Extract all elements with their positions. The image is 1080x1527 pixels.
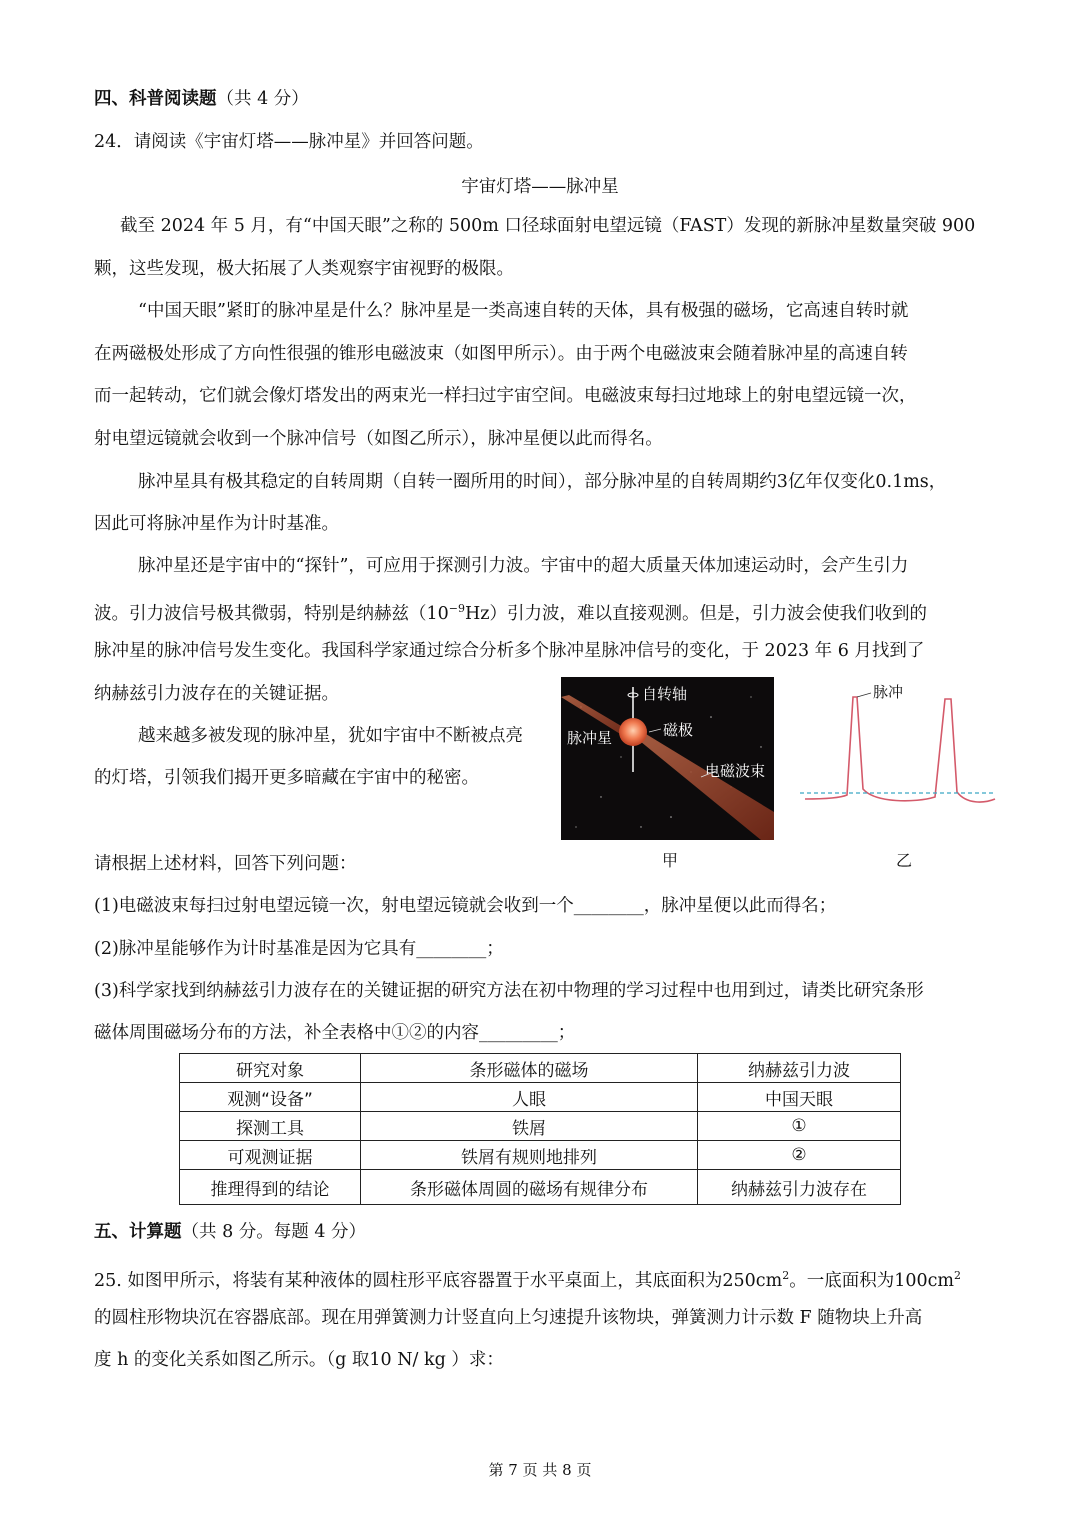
question-25-line2: 的圆柱形物块沉在容器底部。现在用弹簧测力计竖直向上匀速提升该物块，弹簧测力计示数 F 随物块上升高 <box>94 1308 923 1328</box>
table-row <box>180 1112 901 1141</box>
q25-text-a: 25. 如图甲所示，将装有某种液体的圆柱形平底容器置于水平桌面上，其底面积为250cm <box>94 1270 783 1291</box>
question-25-line1 <box>94 1264 961 1293</box>
table-cell: 纳赫兹引力波 <box>698 1054 901 1083</box>
table-cell: ① <box>698 1112 901 1141</box>
para4-line4: 纳赫兹引力波存在的关键证据。 <box>94 684 339 704</box>
pulse-curve <box>805 697 995 802</box>
table-cell: 铁屑 <box>361 1112 698 1141</box>
table-row <box>180 1170 901 1205</box>
para2-line3: 而一起转动，它们就会像灯塔发出的两束光一样扫过宇宙空间。电磁波束每扫过地球上的射电望远镜一次， <box>94 386 917 406</box>
para4-line3: 脉冲星的脉冲信号发生变化。我国科学家通过综合分析多个脉冲星脉冲信号的变化，于 2023 年 6 月找到了 <box>94 641 925 661</box>
section5-score: （共 8 分。每题 4 分） <box>181 1222 367 1242</box>
axis-label: 自转轴 <box>642 685 688 703</box>
para1-line1: 截至 2024 年 5 月，有“中国天眼”之称的 500m 口径球面射电望远镜（FAST）发现的新脉冲星数量突破 900 <box>120 216 976 236</box>
pulse-signal-figure <box>795 677 1000 817</box>
para3-line1: 脉冲星具有极其稳定的自转周期（自转一圈所用的时间），部分脉冲星的自转周期约3亿年仅变化0.1ms， <box>138 472 947 492</box>
table-row <box>180 1083 901 1112</box>
table-cell: 中国天眼 <box>698 1083 901 1112</box>
exponent: −9 <box>448 602 465 615</box>
page-footer: 第 7 页 共 8 页 <box>488 1461 592 1479</box>
table-cell: 研究对象 <box>180 1054 361 1083</box>
exponent: 2 <box>954 1269 962 1282</box>
fig-yi-caption: 乙 <box>896 851 913 870</box>
pulse-label: 脉冲 <box>873 683 904 701</box>
section5-heading <box>94 1220 366 1244</box>
section4-heading <box>94 87 309 111</box>
comparison-table <box>179 1053 901 1205</box>
section4-score: （共 4 分） <box>216 89 309 109</box>
question-3-line2: 磁体周围磁场分布的方法，补全表格中①②的内容_________； <box>94 1023 576 1043</box>
q25-text-b: 。一底面积为100cm <box>789 1270 955 1291</box>
table-cell: 条形磁体周圆的磁场有规律分布 <box>361 1170 698 1205</box>
question-25-line3: 度 h 的变化关系如图乙所示。（g 取10 N/ kg ）求： <box>94 1350 504 1370</box>
section4-title: 四、科普阅读题 <box>94 89 217 109</box>
pulsar-star <box>619 718 647 746</box>
table-cell: ② <box>698 1141 901 1170</box>
table-cell: 人眼 <box>361 1083 698 1112</box>
star-label: 脉冲星 <box>567 729 613 747</box>
exponent: 2 <box>782 1269 790 1282</box>
question-3-line1: (3)科学家找到纳赫兹引力波存在的关键证据的研究方法在初中物理的学习过程中也用到过，请类比研究条形 <box>94 981 924 1001</box>
fig-jia-caption: 甲 <box>662 851 679 870</box>
article-title: 宇宙灯塔——脉冲星 <box>461 177 619 197</box>
table-cell: 铁屑有规则地排列 <box>361 1141 698 1170</box>
table-row <box>180 1141 901 1170</box>
para4-line2 <box>94 597 927 626</box>
question-2: (2)脉冲星能够作为计时基准是因为它具有________； <box>94 939 504 959</box>
pulsar-figure <box>561 677 774 840</box>
para3-line2: 因此可将脉冲星作为计时基准。 <box>94 514 339 534</box>
table-cell: 纳赫兹引力波存在 <box>698 1170 901 1205</box>
para4-line1: 脉冲星还是宇宙中的“探针”，可应用于探测引力波。宇宙中的超大质量天体加速运动时，会产生引力 <box>138 556 909 576</box>
table-cell: 可观测证据 <box>180 1141 361 1170</box>
para1-line2: 颗，这些发现，极大拓展了人类观察宇宙视野的极限。 <box>94 259 514 279</box>
para2-line1: “中国天眼”紧盯的脉冲星是什么？脉冲星是一类高速自转的天体，具有极强的磁场，它高速自转时就 <box>138 301 909 321</box>
table-cell: 探测工具 <box>180 1112 361 1141</box>
para5-line2: 的灯塔，引领我们揭开更多暗藏在宇宙中的秘密。 <box>94 768 479 788</box>
questions-intro: 请根据上述材料，回答下列问题： <box>94 854 357 874</box>
para4-line2-b: Hz）引力波，难以直接观测。但是，引力波会使我们收到的 <box>465 603 927 624</box>
para5-line1: 越来越多被发现的脉冲星，犹如宇宙中不断被点亮 <box>138 726 523 746</box>
para2-line4: 射电望远镜就会收到一个脉冲信号（如图乙所示），脉冲星便以此而得名。 <box>94 429 663 449</box>
table-cell: 条形磁体的磁场 <box>361 1054 698 1083</box>
table-cell: 观测“设备” <box>180 1083 361 1112</box>
table-row <box>180 1054 901 1083</box>
question-1: (1)电磁波束每扫过射电望远镜一次，射电望远镜就会收到一个________，脉冲星便以此而得名； <box>94 896 837 916</box>
para4-line2-a: 波。引力波信号极其微弱，特别是纳赫兹（10 <box>94 603 449 624</box>
section5-title: 五、计算题 <box>94 1222 182 1242</box>
pole-label: 磁极 <box>663 721 694 739</box>
q24-prompt: 24．请阅读《宇宙灯塔——脉冲星》并回答问题。 <box>94 132 484 152</box>
para2-line2: 在两磁极处形成了方向性很强的锥形电磁波束（如图甲所示）。由于两个电磁波束会随着脉冲星的高速自转 <box>94 344 908 364</box>
table-cell: 推理得到的结论 <box>180 1170 361 1205</box>
beam-label: 电磁波束 <box>705 762 766 780</box>
